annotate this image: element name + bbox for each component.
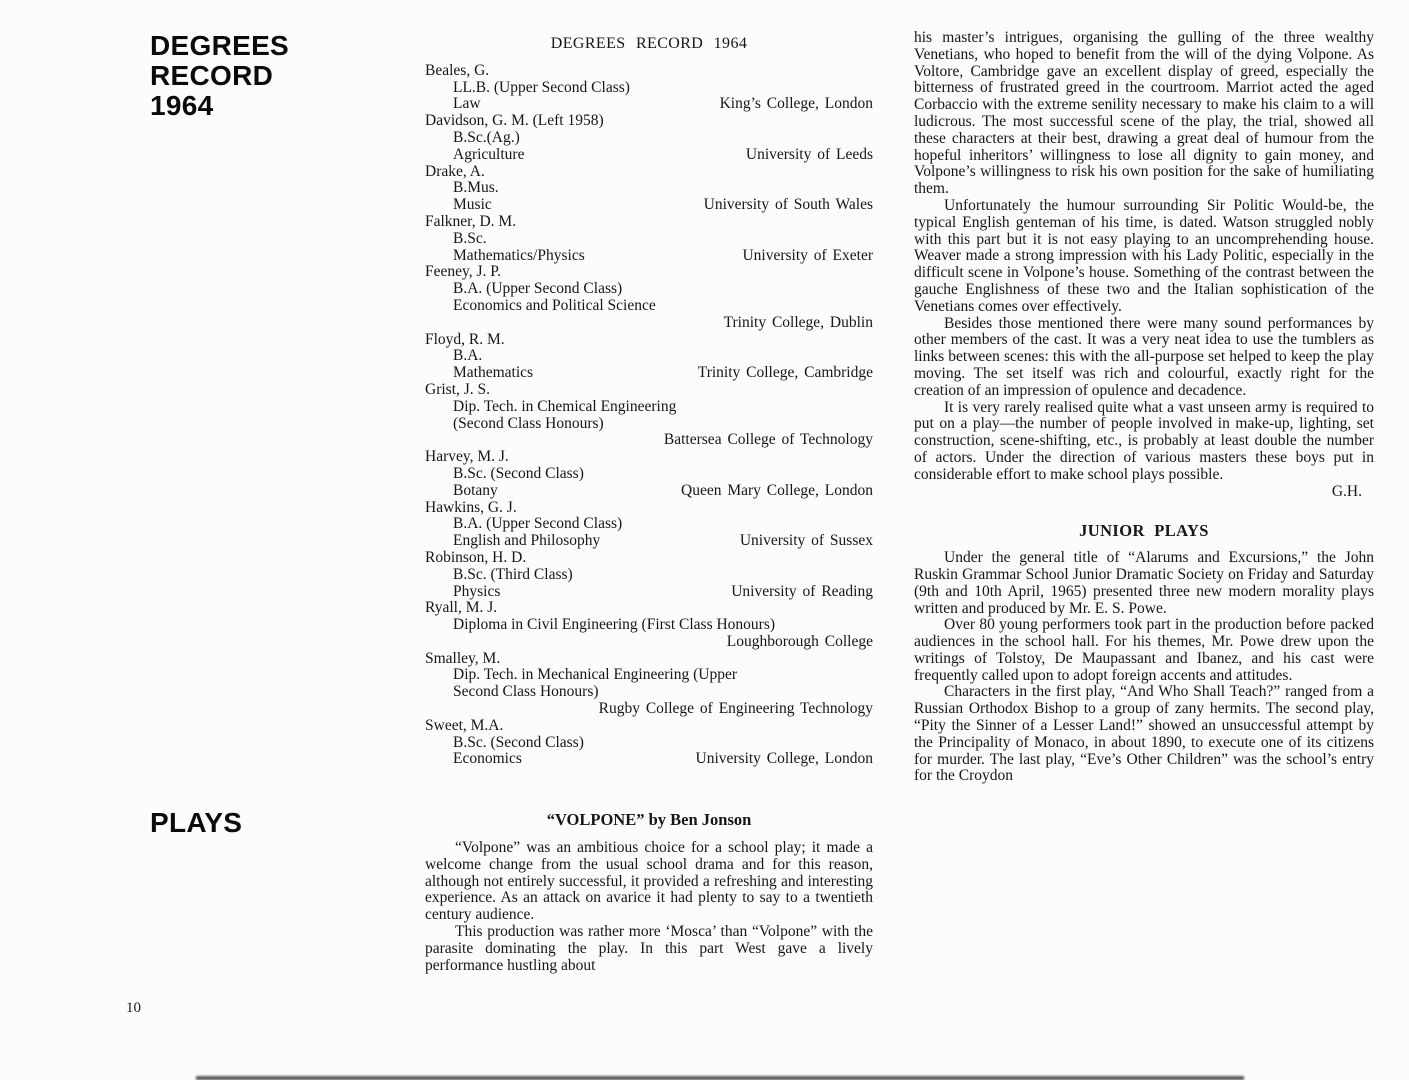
degree-entry <box>425 63 873 113</box>
degree-entry <box>425 264 873 331</box>
junior-plays-article <box>914 550 1374 785</box>
scan-edge-shadow <box>196 1076 1244 1080</box>
degree-line: Diploma in Civil Engineering (First Class Honours) <box>453 616 776 634</box>
degree-line: B.A. (Upper Second Class) <box>453 280 623 298</box>
heading-degrees-line1: DEGREES RECORD <box>150 30 290 92</box>
volpone-review <box>425 840 873 974</box>
graduate-name: Smalley, M. <box>425 649 501 667</box>
degree-line: (Second Class Honours) <box>453 414 604 432</box>
subject-college-row <box>425 147 873 164</box>
degree-line: B.A. <box>453 347 483 365</box>
volpone-title: “VOLPONE” by Ben Jonson <box>546 810 752 830</box>
degree-line: B.Sc. (Second Class) <box>453 464 584 482</box>
degree-line: B.A. (Upper Second Class) <box>453 515 623 533</box>
college: Trinity College, Cambridge <box>697 364 873 382</box>
subject: Mathematics <box>453 364 534 382</box>
paragraph: Over 80 young performers took part in the production before packed audiences in the school hall. For his themes, Mr. Powe drew upon the writings of Tolstoy, De Maupassant and Ibanez, and his cast were frequently called upon to adopt foreign accents and attitudes. <box>914 616 1374 684</box>
degree-line: Dip. Tech. in Mechanical Engineering (Upper <box>453 666 737 684</box>
paragraph: “Volpone” was an ambitious choice for a school play; it made a welcome change from the usual school drama and for this reason, although not entirely successful, it provided a refreshing and interesting experience. As an attack on avarice it had plenty to say to a twentieth century audience. <box>425 839 873 924</box>
college: Loughborough College <box>726 632 873 650</box>
volpone-review-continued <box>914 30 1374 484</box>
section-heading-plays: PLAYS <box>150 807 243 838</box>
college: University of South Wales <box>703 196 873 214</box>
subject: Law <box>453 95 481 113</box>
subject-college-row <box>425 96 873 113</box>
degree-entry <box>425 113 873 163</box>
degree-entry <box>425 550 873 600</box>
college: Queen Mary College, London <box>681 481 873 499</box>
degree-entry <box>425 449 873 499</box>
degree-entry <box>425 214 873 264</box>
subject-college-row <box>425 365 873 382</box>
subject-college-row <box>425 584 873 601</box>
college: King’s College, London <box>719 95 873 113</box>
degree-entry <box>425 164 873 214</box>
degree-line: LL.B. (Upper Second Class) <box>453 78 630 96</box>
degree-entry <box>425 718 873 768</box>
graduate-name: Hawkins, G. J. <box>425 498 517 516</box>
degrees-record-title: DEGREES RECORD 1964 <box>550 35 748 52</box>
college: University College, London <box>695 750 873 768</box>
paragraph: It is very rarely realised quite what a vast unseen army is required to put on a play—the number of people involved in make-up, lighting, set construction, scene-shifting, etc., is probably at least double the number of actors. Under the direction of various masters these boys put in considerable effort to make school plays possible. <box>914 398 1374 483</box>
subject-college-row <box>425 248 873 265</box>
degree-entry <box>425 332 873 382</box>
degree-line: Second Class Honours) <box>453 683 599 701</box>
college: University of Sussex <box>739 532 873 550</box>
junior-plays-title: JUNIOR PLAYS <box>1079 521 1209 541</box>
subject: Botany <box>453 481 498 499</box>
degree-line: B.Sc. (Third Class) <box>453 565 573 583</box>
subject-college-row <box>425 751 873 768</box>
degree-line: B.Sc.(Ag.) <box>453 128 520 146</box>
graduate-name: Floyd, R. M. <box>425 330 505 348</box>
subject: Agriculture <box>453 145 525 163</box>
subject: Mathematics/Physics <box>453 246 585 264</box>
paragraph: Characters in the first play, “And Who Shall Teach?” ranged from a Russian Orthodox Bishop to a group of zany hermits. The second play, “Pity the Sinner of a Lesser Land!” showed an unsuccessful attempt by the Principality of Monaco, in about 1890, to execute one of its citizens for murder. The last play, “Eve’s Other Children” was the school’s entry for the Croydon <box>914 683 1374 785</box>
paragraph: Besides those mentioned there were many sound performances by other members of the cast. It was a very neat idea to use the tumblers as links between scenes: this with the all-purpose set helped to keep the play moving. The set itself was rich and colourful, exactly right for the creation of an impression of opulence and decadence. <box>914 314 1374 399</box>
degree-entry <box>425 600 873 650</box>
college: Trinity College, Dublin <box>723 313 873 331</box>
degree-line: B.Sc. (Second Class) <box>453 733 584 751</box>
subject-college-row <box>425 197 873 214</box>
page-number: 10 <box>126 1000 141 1016</box>
paragraph: his master’s intrigues, organising the gulling of the three wealthy Venetians, who hoped to benefit from the will of the dying Volpone. As Voltore, Cambridge gave an excellent display of greed, especially the bitterness of frustrated greed in the courtroom. Marriot acted the aged Corbaccio with the extreme senility necessary to make his claim to a will ludicrous. The most successful scene of the play, the trial, showed all these characters at their best, drawing a great deal of humour from the hopeful inheritors’ willingness to lose all dignity to gain money, and Volpone’s willingness to risk his own position for the sake of humiliating them. <box>914 29 1374 198</box>
middle-column <box>425 36 873 974</box>
graduate-name: Falkner, D. M. <box>425 212 517 230</box>
degree-entry <box>425 500 873 550</box>
section-heading-degrees-record <box>150 31 410 122</box>
right-column <box>914 30 1374 785</box>
subject: Economics <box>453 750 522 768</box>
reviewer-initials: G.H. <box>1331 482 1362 500</box>
graduate-name: Ryall, M. J. <box>425 599 498 617</box>
subject: Economics and Political Science <box>453 296 656 314</box>
college: University of Reading <box>731 582 873 600</box>
degrees-list <box>425 63 873 768</box>
college: University of Exeter <box>742 246 873 264</box>
paragraph: Unfortunately the humour surrounding Sir Politic Would-be, the typical English genteman of his time, is dated. Watson struggled nobly with this part but it is not easy playing to an uncomprehending house. Weaver made a strong impression with his Lady Politic, especially in the difficult scene in Volpone’s house. Something of the contrast between the gauche Englishness of these two and the Italian sophistication of the Venetians comes over effectively. <box>914 196 1374 315</box>
subject: Music <box>453 196 492 214</box>
subject-college-row <box>425 533 873 550</box>
paragraph: This production was rather more ‘Mosca’ than “Volpone” with the parasite dominating the play. In this part West gave a lively performance hustling about <box>425 923 873 974</box>
graduate-name: Davidson, G. M. (Left 1958) <box>425 112 604 130</box>
degree-line: B.Mus. <box>453 179 499 197</box>
heading-degrees-line2: 1964 <box>150 90 214 122</box>
degree-entry <box>425 382 873 449</box>
graduate-name: Drake, A. <box>425 162 485 180</box>
graduate-name: Harvey, M. J. <box>425 448 509 466</box>
college: Battersea College of Technology <box>663 431 873 449</box>
degree-entry <box>425 651 873 718</box>
subject: Physics <box>453 582 501 600</box>
graduate-name: Sweet, M.A. <box>425 716 504 734</box>
graduate-name: Robinson, H. D. <box>425 548 527 566</box>
subject: English and Philosophy <box>453 532 601 550</box>
college: University of Leeds <box>745 145 873 163</box>
graduate-name: Beales, G. <box>425 61 490 79</box>
graduate-name: Feeney, J. P. <box>425 263 502 281</box>
college: Rugby College of Engineering Technology <box>598 700 873 718</box>
degree-line: B.Sc. <box>453 229 487 247</box>
subject-college-row <box>425 483 873 500</box>
paragraph: Under the general title of “Alarums and Excursions,” the John Ruskin Grammar School Junior Dramatic Society on Friday and Saturday (9th and 10th April, 1965) presented three new modern morality plays written and produced by Mr. E. S. Powe. <box>914 549 1374 617</box>
degree-line: Dip. Tech. in Chemical Engineering <box>453 397 677 415</box>
graduate-name: Grist, J. S. <box>425 380 491 398</box>
